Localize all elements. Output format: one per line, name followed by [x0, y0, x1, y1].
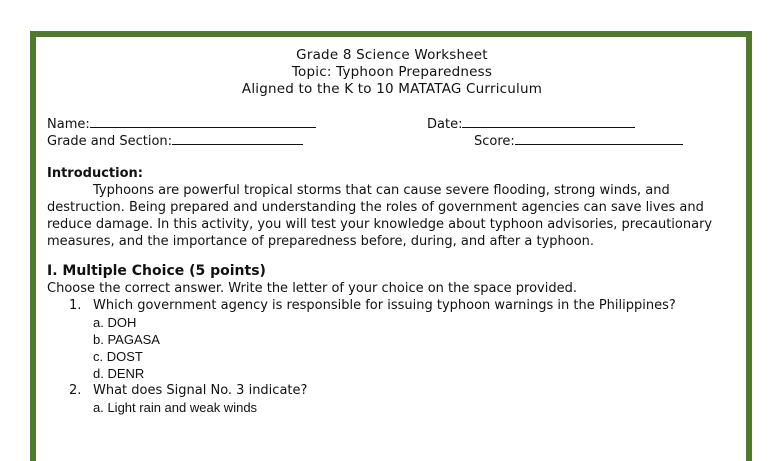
grade-section-blank-line[interactable]: [172, 132, 303, 145]
score-field[interactable]: [474, 132, 683, 150]
name-label: Name:: [47, 117, 90, 132]
introduction-section: [47, 165, 737, 250]
answer-option: a. DOH: [93, 315, 137, 330]
worksheet-topic: Topic: Typhoon Preparedness: [291, 64, 493, 80]
date-blank-line[interactable]: [462, 115, 635, 128]
date-field[interactable]: [427, 115, 635, 133]
score-label: Score:: [474, 134, 515, 149]
date-label: Date:: [427, 117, 463, 132]
worksheet-border: [30, 31, 752, 461]
question-number: 2.: [69, 383, 82, 398]
student-info-fields: [47, 115, 737, 151]
name-blank-line[interactable]: [90, 115, 316, 128]
answer-option: b. PAGASA: [93, 332, 160, 347]
worksheet-title: Grade 8 Science Worksheet: [296, 47, 488, 63]
introduction-text: Typhoons are powerful tropical storms that can cause severe flooding, strong winds, and destruction. Being prepared and understanding the roles of government agencies can save lives and reduce damage. In this activity, you will test your knowledge about typhoon advisories, precautionary measures, and the importance of preparedness before, during, and after a typhoon.: [47, 183, 713, 249]
answer-option: a. Light rain and weak winds: [93, 400, 258, 415]
question-list: [47, 297, 737, 416]
question-text: What does Signal No. 3 indicate?: [93, 383, 308, 398]
multiple-choice-section: [47, 263, 737, 416]
answer-option: c. DOST: [93, 349, 143, 364]
worksheet-content: [47, 47, 737, 416]
worksheet-curriculum: Aligned to the K to 10 MATATAG Curriculum: [241, 81, 543, 97]
name-field[interactable]: [47, 115, 316, 133]
question-item: [47, 297, 737, 382]
answer-option: d. DENR: [93, 366, 145, 381]
grade-section-label: Grade and Section:: [47, 134, 173, 149]
multiple-choice-heading: I. Multiple Choice (5 points): [47, 263, 266, 279]
score-blank-line[interactable]: [515, 132, 683, 145]
question-number: 1.: [69, 298, 82, 313]
introduction-heading: Introduction:: [47, 166, 143, 181]
question-text: Which government agency is responsible for issuing typhoon warnings in the Philippines?: [93, 298, 676, 313]
multiple-choice-instructions: Choose the correct answer. Write the letter of your choice on the space provided.: [47, 281, 577, 296]
worksheet-header: [47, 47, 737, 98]
question-item: [47, 382, 737, 416]
grade-section-field[interactable]: [47, 132, 303, 150]
